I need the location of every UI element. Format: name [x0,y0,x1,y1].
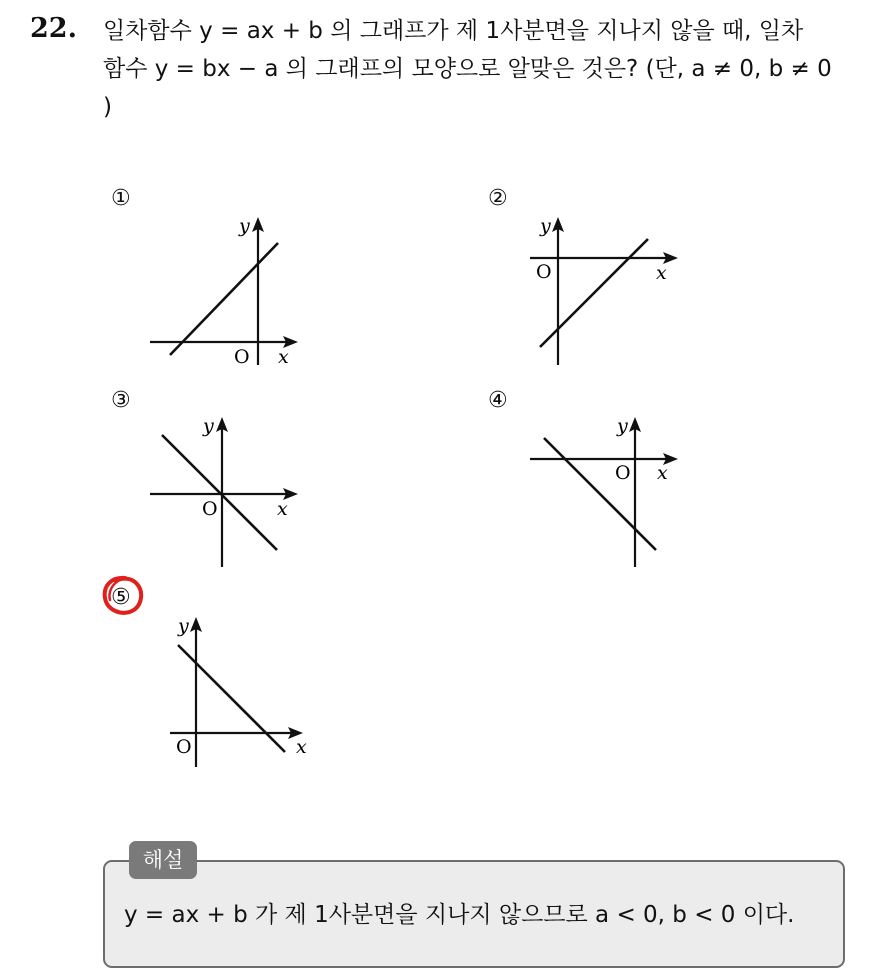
question-line-1: 일차함수 y = ax + b 의 그래프가 제 1사분면을 지나지 않을 때, 일차 [103,18,804,44]
choice-5-label[interactable]: ⑤ [111,585,131,610]
graph-line [162,435,277,550]
choice-1-label[interactable]: ① [111,186,131,211]
question-line-2: 함수 y = bx − a 의 그래프의 모양으로 알맞은 것은? (단, a ≠ 0, b ≠ 0 [103,56,832,82]
choice-3-label[interactable]: ③ [111,388,131,413]
choice-4-label[interactable]: ④ [488,388,508,413]
solution-tag: 해설 [129,841,197,879]
graph-line [540,239,648,347]
x-axis-label: x [656,262,667,284]
graph-line [170,243,278,355]
solution-text: y = ax + b 가 제 1사분면을 지나지 않으므로 a < 0, b < 0 이다. [124,902,795,928]
x-axis-label: x [277,498,288,520]
choice-2-label[interactable]: ② [488,186,508,211]
choice-1-graph[interactable] [140,205,320,375]
x-axis-label: x [296,736,307,758]
origin-label: O [234,346,250,368]
y-axis-label: y [617,415,628,437]
question-number: 22. [30,13,77,44]
question-line-3: ) [103,94,112,120]
choice-2-graph[interactable] [520,205,700,375]
graph-line [178,645,285,752]
question-text [103,12,873,126]
choice-3-graph[interactable] [140,405,320,575]
choice-5-graph[interactable] [160,605,340,775]
origin-label: O [202,498,218,520]
origin-label: O [536,261,552,283]
choice-4-graph[interactable] [520,405,700,575]
origin-label: O [615,462,631,484]
y-axis-label: y [178,615,189,637]
y-axis-label: y [203,415,214,437]
graph-line [544,438,656,550]
y-axis-label: y [239,215,250,237]
x-axis-label: x [278,346,289,368]
y-axis-label: y [540,215,551,237]
x-axis-label: x [657,462,668,484]
origin-label: O [176,736,192,758]
